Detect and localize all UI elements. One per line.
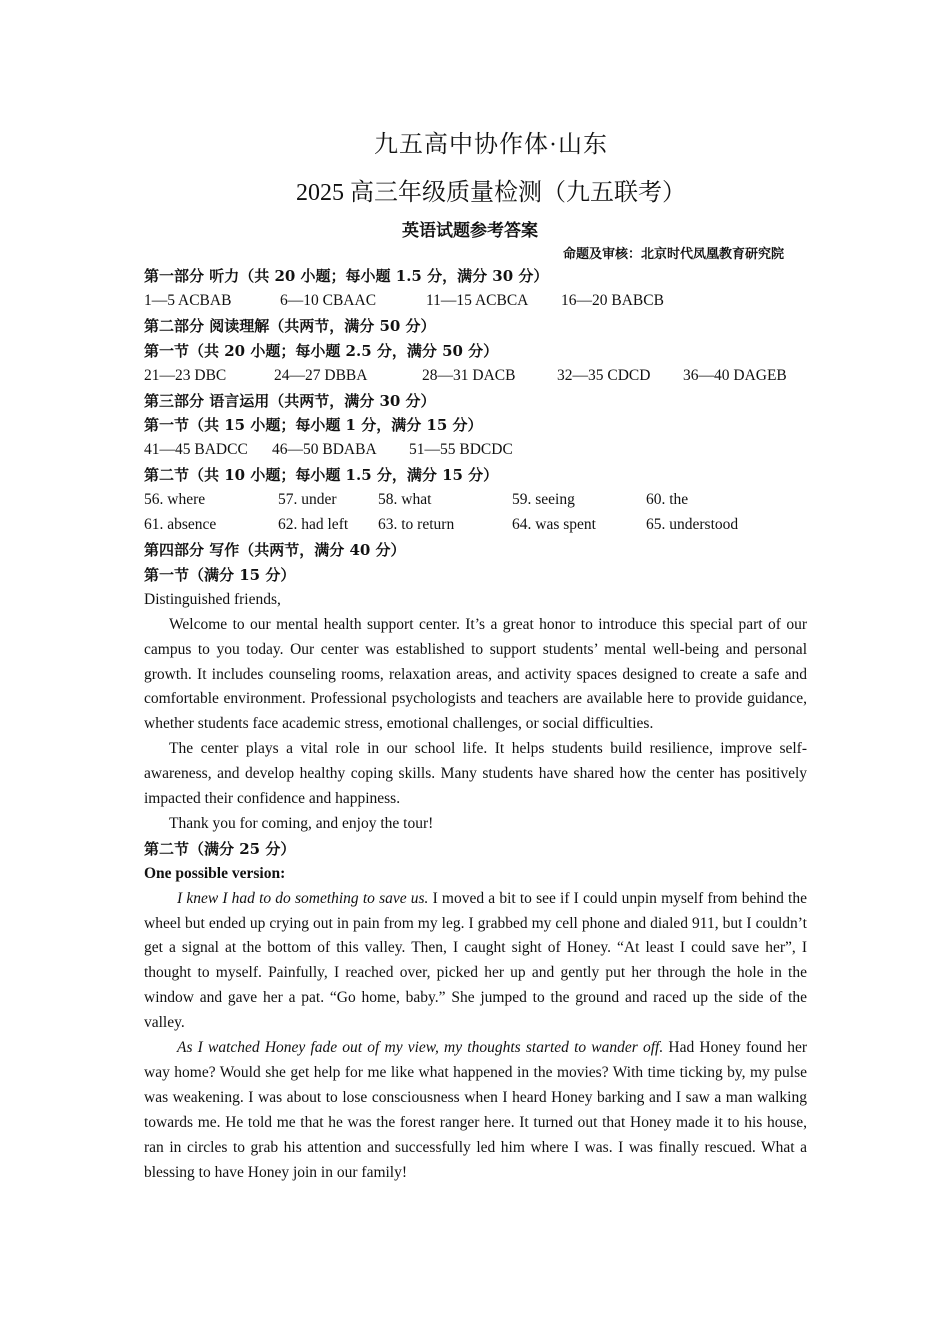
answer-item: 58. what	[378, 491, 432, 509]
answer-group: 32—35 CDCD	[557, 366, 651, 384]
answer-item: 56. where	[144, 491, 206, 509]
answer-group: 21—23 DBC	[144, 366, 227, 384]
part3-section2-row2	[144, 513, 807, 538]
answer-item: 62. had left	[278, 516, 349, 534]
part1-heading: 第一部分 听力（共 20 小题；每小题 1.5 分，满分 30 分）	[144, 267, 549, 285]
story-paragraph-1	[144, 887, 807, 1036]
answer-group: 51—55 BDCDC	[409, 441, 513, 459]
answer-group: 28—31 DACB	[422, 366, 516, 384]
part2-heading: 第二部分 阅读理解（共两节，满分 50 分）	[144, 316, 436, 335]
letter-greeting: Distinguished friends,	[144, 590, 281, 608]
answer-item: 57. under	[278, 491, 337, 509]
answer-item: 65. understood	[646, 516, 739, 534]
answer-item: 60. the	[646, 491, 689, 509]
part2-answers	[144, 364, 807, 389]
answer-item: 64. was spent	[512, 516, 596, 534]
story-lead-sentence: I knew I had to do something to save us.	[177, 889, 429, 907]
answer-item: 59. seeing	[512, 491, 575, 509]
story-paragraph-2	[144, 1036, 807, 1185]
story-text: I moved a bit to see if I could unpin myself from behind the wheel but ended up crying out in pain from my leg. I grabbed my cell phone and dialed 911, but I couldn’t get a signal at the bottom of this valley. Then, I caught sight of Honey. “At least I could save her”, I thought to myself. Painfully, I reached over, picked her up and gently put her through the hole in the window and gave her a pat. “Go home, baby.” She jumped to the ground and raced up the side of the valley.	[144, 889, 807, 1032]
answer-group: 46—50 BDABA	[272, 441, 377, 459]
answer-group: 41—45 BADCC	[144, 441, 248, 459]
part1-answers	[144, 289, 807, 314]
part3-section1-heading: 第一节（共 15 小题；每小题 1 分，满分 15 分）	[144, 416, 483, 435]
letter-paragraph: Welcome to our mental health support center. It’s a great honor to introduce this special part of our campus to you today. Our center was established to support students’ mental well-being and personal growth. It includes counseling rooms, relaxation areas, and activity spaces designed to create a safe and comfortable environment. Professional psychologists and teachers are available here to provide guidance, whether students face academic stress, emotional challenges, or social difficulties.	[144, 615, 807, 733]
answer-item: 63. to return	[378, 516, 455, 534]
part2-section1-heading: 第一节（共 20 小题；每小题 2.5 分，满分 50 分）	[144, 341, 499, 360]
answer-content	[144, 264, 807, 1186]
answer-item: 61. absence	[144, 516, 217, 534]
part3-heading: 第三部分 语言运用（共两节，满分 30 分）	[144, 391, 436, 410]
author-line: 命题及审核：北京时代凤凰教育研究院	[562, 247, 784, 262]
subject-title: 英语试题参考答案	[402, 221, 538, 241]
answer-group: 24—27 DBBA	[274, 366, 368, 384]
part4-section2-heading: 第二节（满分 25 分）	[144, 839, 296, 858]
answer-group: 1—5 ACBAB	[144, 291, 232, 309]
story-text: Had Honey found her way home? Would she get help for me like what happened in the movies? With time ticking by, my pulse was weakening. I was about to lose consciousness when I heard Honey barking and I saw a man walking towards me. He told me that he was the forest ranger here. It turned out that Honey made it to his house, ran in circles to grab his attention and successfully led him where I was. I was finally rescued. What a blessing to have Honey join in our family!	[144, 1039, 807, 1181]
possible-version-label: One possible version:	[144, 864, 286, 882]
part4-heading: 第四部分 写作（共两节，满分 40 分）	[144, 540, 406, 559]
part3-section1-answers	[144, 438, 807, 463]
answer-group: 6—10 CBAAC	[280, 291, 377, 309]
part4-section1-heading: 第一节（满分 15 分）	[144, 565, 296, 584]
answer-group: 36—40 DAGEB	[683, 366, 787, 384]
answer-group: 11—15 ACBCA	[426, 291, 529, 309]
document-title: 九五高中协作体·山东	[374, 132, 608, 158]
letter-paragraph: The center plays a vital role in our school life. It helps students build resilience, improve self-awareness, and develop healthy coping skills. Many students have shared how the center has positively impacted their confidence and happiness.	[144, 740, 807, 808]
exam-title: 2025 高三年级质量检测（九五联考）	[296, 180, 686, 206]
part3-section2-heading: 第二节（共 10 小题；每小题 1.5 分，满分 15 分）	[144, 466, 499, 485]
letter-paragraph: Thank you for coming, and enjoy the tour!	[169, 814, 434, 832]
answer-group: 16—20 BABCB	[561, 291, 664, 309]
story-lead-sentence: As I watched Honey fade out of my view, my thoughts started to wander off.	[177, 1039, 664, 1057]
part3-section2-row1	[144, 488, 807, 513]
